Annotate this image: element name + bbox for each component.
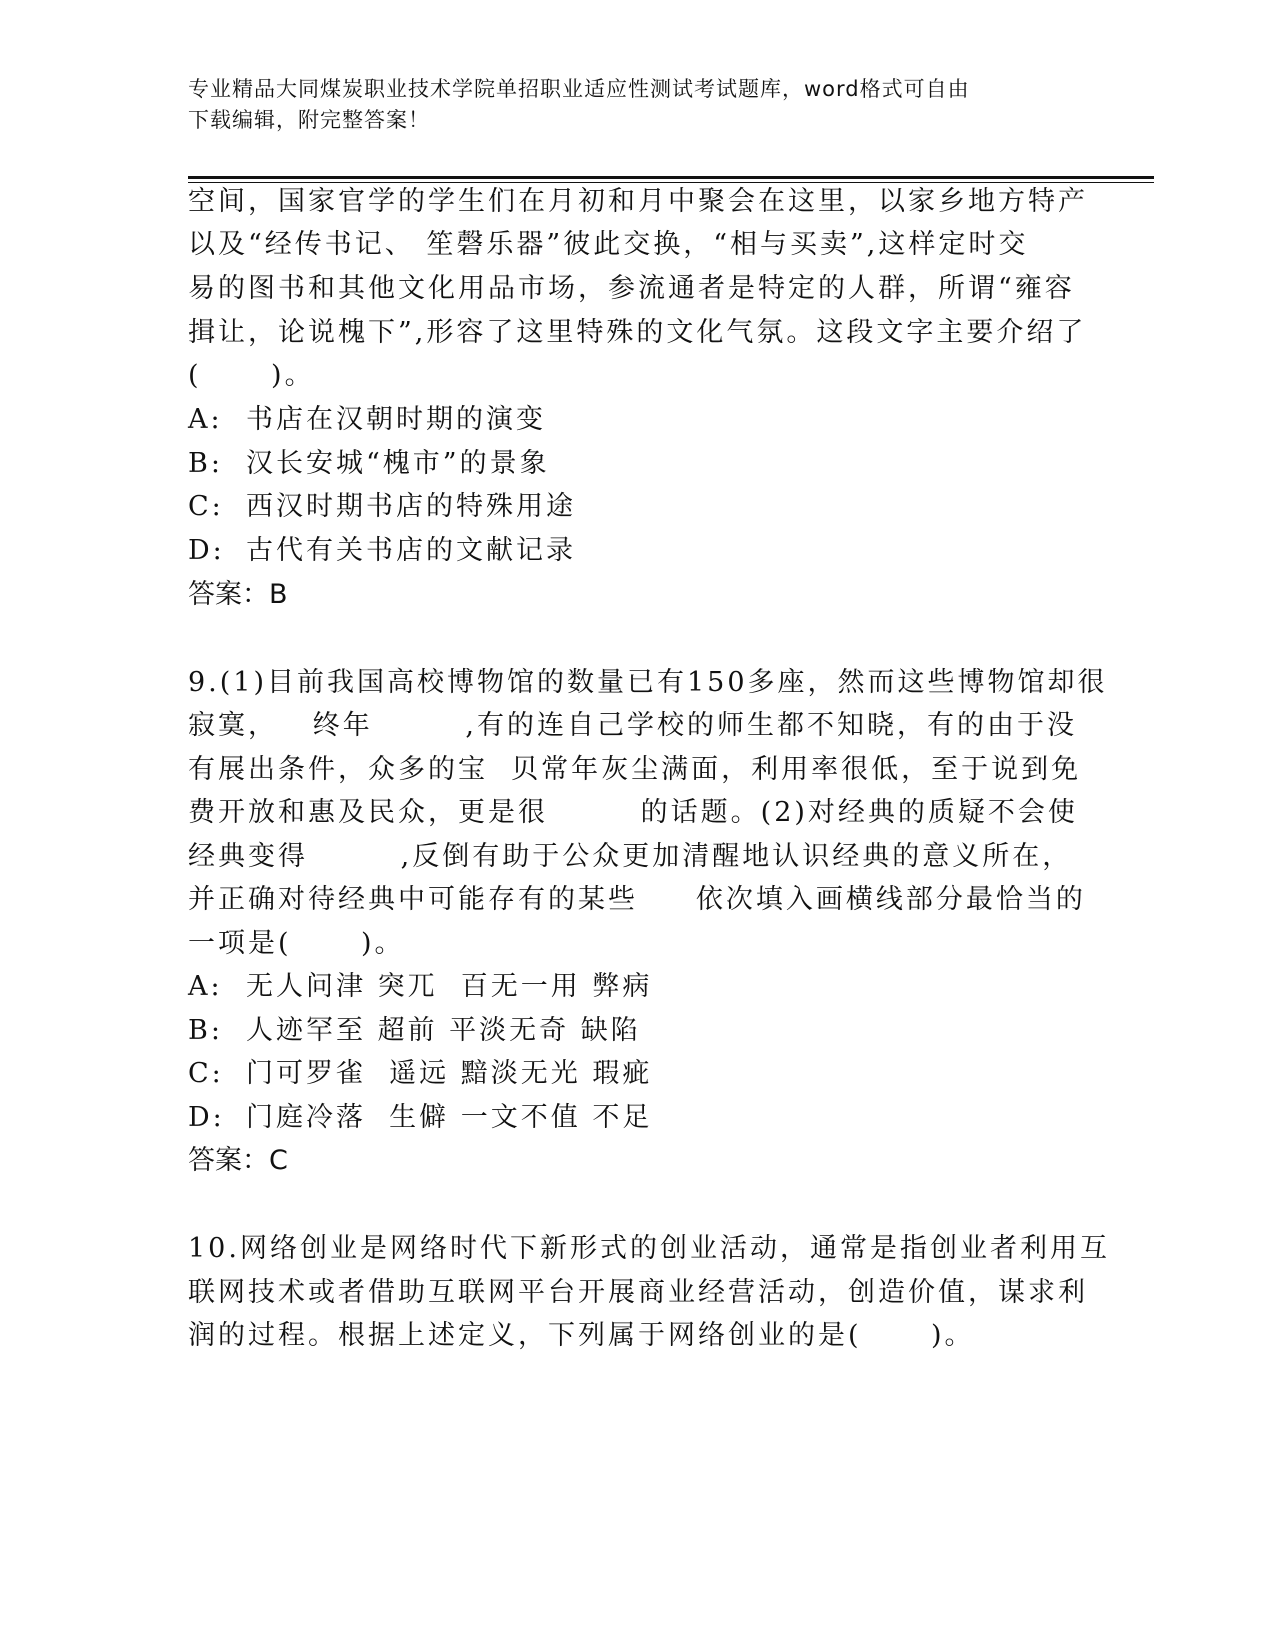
q9-text-line: 并正确对待经典中可能存有的某些 依次填入画横线部分最恰当的 <box>188 884 1086 915</box>
q9-option-c <box>188 1056 652 1092</box>
q8-option-c <box>188 489 576 525</box>
q9-text-line: 经典变得 ,反倒有助于公众更加清醒地认识经典的意义所在， <box>188 841 1073 872</box>
option-letter: C: <box>188 491 224 522</box>
option-letter: A: <box>188 404 223 435</box>
q10-text-line: 10.网络创业是网络时代下新形式的创业活动，通常是指创业者利用互 <box>188 1233 1110 1264</box>
option-text: 门可罗雀 遥远 黯淡无光 瑕疵 <box>246 1058 653 1089</box>
q8-text-line: ( )。 <box>188 360 315 391</box>
q8-text-line: 以及“经传书记、 笙磬乐器”彼此交换，“相与买卖”,这样定时交 <box>188 229 1029 260</box>
q8-text-line: 揖让，论说槐下”,形容了这里特殊的文化气氛。这段文字主要介绍了 <box>188 317 1087 348</box>
option-text: 人迹罕至 超前 平淡无奇 缺陷 <box>246 1015 641 1046</box>
option-letter: B: <box>188 1015 223 1046</box>
q9-text-line: 有展出条件，众多的宝 贝常年灰尘满面，利用率很低，至于说到免 <box>188 754 1082 785</box>
option-letter: D: <box>188 535 225 566</box>
header-line-2: 下载编辑，附完整答案！ <box>188 108 430 132</box>
header-line-1: 专业精品大同煤炭职业技术学院单招职业适应性测试考试题库，word格式可自由 <box>188 77 970 101</box>
option-text: 汉长安城“槐市”的景象 <box>246 448 550 479</box>
q10-text-line: 联网技术或者借助互联网平台开展商业经营活动，创造价值，谋求利 <box>188 1277 1088 1308</box>
page-header <box>188 74 1068 136</box>
option-text: 书店在汉朝时期的演变 <box>246 404 546 435</box>
q9-text-line: 寂寞， 终年 ,有的连自己学校的师生都不知晓，有的由于没 <box>188 710 1077 741</box>
option-text: 无人问津 突兀 百无一用 弊病 <box>246 971 653 1002</box>
q9-option-d <box>188 1100 652 1136</box>
option-text: 门庭冷落 生僻 一文不值 不足 <box>246 1102 653 1133</box>
q9-text-line: 费开放和惠及民众，更是很 的话题。(2)对经典的质疑不会使 <box>188 797 1078 828</box>
q8-answer: 答案：B <box>188 579 288 610</box>
q8-text-line: 空间，国家官学的学生们在月初和月中聚会在这里，以家乡地方特产 <box>188 186 1088 217</box>
q9-text-line: 一项是( )。 <box>188 928 405 959</box>
option-letter: A: <box>188 971 223 1002</box>
option-letter: D: <box>188 1102 225 1133</box>
q10-text-line: 润的过程。根据上述定义，下列属于网络创业的是( )。 <box>188 1320 975 1351</box>
q9-option-b <box>188 1013 641 1049</box>
option-letter: B: <box>188 448 223 479</box>
header-rule-thin <box>188 182 1154 183</box>
header-rule-thick <box>188 176 1154 179</box>
option-text: 西汉时期书店的特殊用途 <box>246 491 576 522</box>
q8-option-a <box>188 402 546 438</box>
q9-text-line: 9.(1)目前我国高校博物馆的数量已有150多座，然而这些博物馆却很 <box>188 667 1108 698</box>
option-text: 古代有关书店的文献记录 <box>246 535 576 566</box>
q8-option-d <box>188 533 576 569</box>
q8-text-line: 易的图书和其他文化用品市场，参流通者是特定的人群，所谓“雍容 <box>188 273 1075 304</box>
q8-option-b <box>188 446 550 482</box>
q9-option-a <box>188 969 652 1005</box>
q9-answer: 答案：C <box>188 1145 288 1176</box>
option-letter: C: <box>188 1058 224 1089</box>
